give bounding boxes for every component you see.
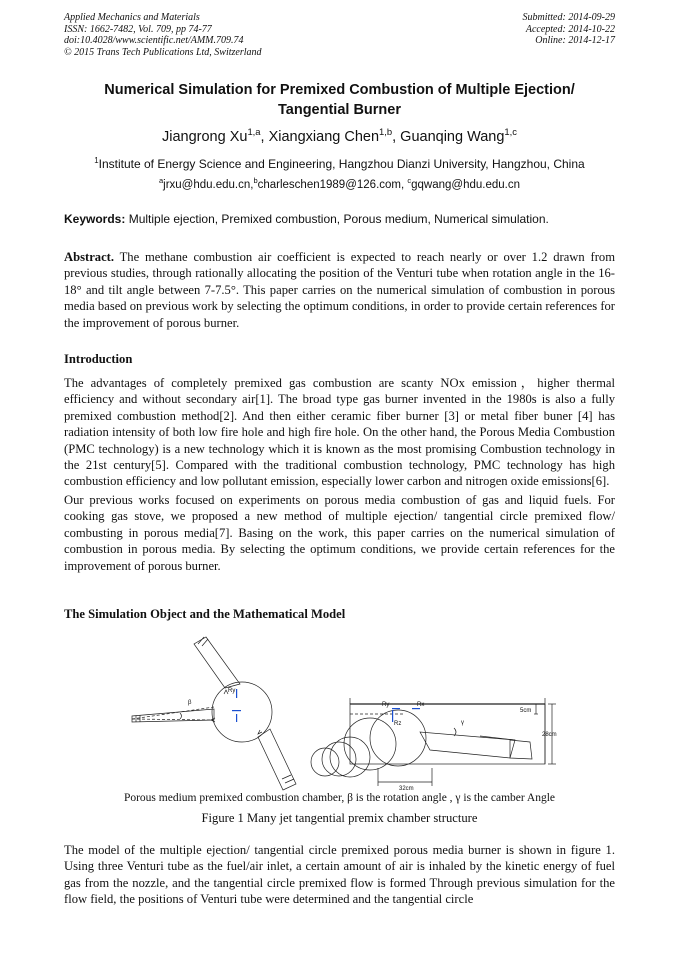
abstract-text: The methane combustion air coefficient is expected to reach nearly or over 1.2 drawn from previous studies, through rationally allocating the position of the Venturi tube when rotation angle in the 16-18° and tilt angle between 7-7.5°. This paper carries on the numerical simulation of combustion in porous media based on previous work by selecting the optimum conditions, in order to provide certain references for the improvement of porous burner. xyxy=(64,250,615,330)
issn: ISSN: 1662-7482, Vol. 709, pp 74-77 xyxy=(64,23,212,35)
author-list xyxy=(64,126,615,145)
keywords-text: Multiple ejection, Premixed combustion, Porous medium, Numerical simulation. xyxy=(125,212,549,226)
rz-label: Rz xyxy=(394,721,402,727)
abstract-label: Abstract. xyxy=(64,250,115,264)
email-b[interactable]: charleschen1989@126.com, xyxy=(257,179,405,191)
author-3-sup: 1,c xyxy=(504,126,517,138)
section-heading-model: The Simulation Object and the Mathematical Model xyxy=(64,607,346,621)
author-1: Jiangrong Xu xyxy=(162,129,248,145)
doi: doi:10.4028/www.scientific.net/AMM.709.74 xyxy=(64,35,244,46)
email-c[interactable]: gqwang@hdu.edu.cn xyxy=(411,179,520,191)
ry-label-left: Ry xyxy=(228,688,236,694)
author-1-sup: 1,a xyxy=(247,126,261,138)
affiliation-sup: 1 xyxy=(94,156,99,165)
copyright: © 2015 Trans Tech Publications Ltd, Switzerland xyxy=(64,46,262,58)
dates-header xyxy=(523,12,616,47)
body-paragraph: The model of the multiple ejection/ tangential circle premixed porous media burner is shown in figure 1. Using three Venturi tube as the fuel/air inlet, a certain amount of air is inhaled by the kinetic energy of fuel gas from the nozzle, and the tangential circle premixed flow is formed Through previous simulation for the flow field, the positions of Venturi tube were determined and the tangential circle xyxy=(64,843,615,907)
abstract xyxy=(64,249,615,331)
title-line-1: Numerical Simulation for Premixed Combustion of Multiple Ejection/ xyxy=(104,82,575,98)
submitted-date: Submitted: 2014-09-29 xyxy=(522,12,615,23)
gamma-label: γ xyxy=(461,720,464,726)
keywords xyxy=(64,212,549,226)
burner-diagram xyxy=(120,632,570,792)
journal-name: Applied Mechanics and Materials xyxy=(64,12,200,23)
email-c-sup: c xyxy=(407,176,412,186)
accepted-date: Accepted: 2014-10-22 xyxy=(525,23,615,35)
paper-title xyxy=(64,80,615,120)
email-a[interactable]: jrxu@hdu.edu.cn, xyxy=(163,179,254,191)
author-2-sup: 1,b xyxy=(379,126,393,138)
journal-header xyxy=(64,12,262,58)
dim-5cm: 5cm xyxy=(520,708,532,714)
dim-32cm: 32cm xyxy=(399,786,414,792)
intro-heading: Introduction xyxy=(64,352,133,366)
title-line-2: Tangential Burner xyxy=(278,102,401,118)
figure-subcaption: Porous medium premixed combustion chamber, β is the rotation angle , γ is the camber Angle xyxy=(123,792,556,804)
figure-caption: Figure 1 Many jet tangential premix chamber structure xyxy=(201,811,478,825)
author-2: , Xiangxiang Chen xyxy=(260,129,380,145)
email-a-sup: a xyxy=(158,176,164,186)
intro-paragraph-1: The advantages of completely premixed gas combustion are scanty NOx emission，higher thermal efficiency and without secondary air[1]. The broad type gas burner invented in the 1980s is also a fully premixed combustion method[2]. And then either ceramic fiber burner [3] or metal fiber buner [4] has radiation intensity of both low fire hole and high fire hole. On the other hand, the Porous Media Combustion (PMC technology) is a new technology which it is known as the most promising Combustion technology in the 21st century[5]. Compared with the traditional combustion technology, PMC technology has high combustion efficiency and low pollutant emission, especially lower carbon and nitrogen oxide emissions[6]. xyxy=(64,376,615,489)
online-date: Online: 2014-12-17 xyxy=(535,35,615,46)
beta-label: β xyxy=(188,700,192,706)
intro-paragraph-2: Our previous works focused on experiments on porous media combustion of gas and liquid fuels. For cooking gas stove, we proposed a new method of multiple ejection/ tangential circle premixed flow/ combusting in porous media[7]. Basing on the work, this paper carries on the numerical simulation of combustion in porous media. By selecting the optimum conditions, we provide certain references for the improvement of porous burner. xyxy=(64,493,615,573)
ry-label-right: Ry xyxy=(382,702,390,708)
author-3: , Guanqing Wang xyxy=(392,129,505,145)
rx-label: Rx xyxy=(417,702,425,708)
email-list xyxy=(64,176,615,191)
affiliation xyxy=(64,157,615,171)
dim-28cm: 28cm xyxy=(542,732,557,738)
chamber-top-view xyxy=(132,637,296,790)
email-b-sup: b xyxy=(253,176,258,186)
affiliation-text: Institute of Energy Science and Engineering, Hangzhou Dianzi University, Hangzhou, China xyxy=(98,157,585,171)
keywords-label: Keywords: xyxy=(64,212,126,226)
